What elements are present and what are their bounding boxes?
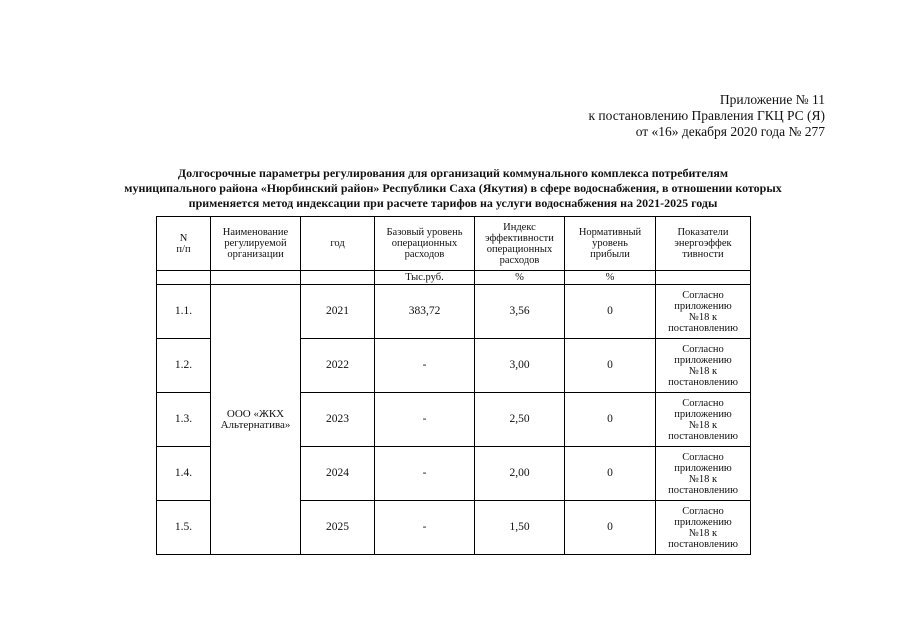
- header-index-line: операционных: [486, 243, 553, 255]
- row-year: 2024: [301, 447, 375, 501]
- header-profit-line: прибыли: [590, 249, 630, 260]
- row-profit: 0: [565, 447, 656, 501]
- row-energy-note: [656, 285, 751, 339]
- note-line: постановлению: [668, 430, 738, 442]
- row-num: 1.4.: [157, 447, 211, 501]
- title-line-2: муниципального района «Нюрбинский район» Республики Саха (Якутия) в сфере водоснабжения, в отношении которых: [124, 181, 782, 195]
- row-index: 1,50: [475, 501, 565, 555]
- note-line: постановлению: [668, 376, 738, 388]
- note-line: приложению: [674, 300, 732, 312]
- unit-index: %: [475, 271, 565, 285]
- header-organization: [211, 217, 301, 271]
- header-profit-line: Нормативный: [578, 227, 642, 238]
- row-year: 2021: [301, 285, 375, 339]
- header-energy-efficiency: [656, 217, 751, 271]
- row-base: -: [375, 339, 475, 393]
- header-index-line: Индекс: [503, 221, 536, 233]
- parameters-table: [156, 216, 751, 555]
- units-row: [157, 271, 751, 285]
- note-line: постановлению: [668, 322, 738, 334]
- note-line: приложению: [674, 462, 732, 474]
- header-row: [157, 217, 751, 271]
- header-base-level: [375, 217, 475, 271]
- header-efficiency-index: [475, 217, 565, 271]
- header-base-line: расходов: [404, 249, 445, 260]
- header-num-line: N: [179, 232, 188, 244]
- unit-empty: [157, 271, 211, 285]
- document-title: [58, 166, 848, 211]
- header-org-line: Наименование: [222, 227, 289, 238]
- row-base: -: [375, 501, 475, 555]
- note-line: Согласно: [682, 343, 724, 355]
- row-year: 2025: [301, 501, 375, 555]
- header-org-line: регулируемой: [224, 238, 287, 249]
- header-energy-line: тивности: [682, 249, 724, 260]
- header-org-line: организации: [227, 249, 284, 260]
- row-profit: 0: [565, 501, 656, 555]
- organization-line: Альтернатива»: [220, 418, 291, 431]
- note-line: приложению: [674, 354, 732, 366]
- row-num: 1.1.: [157, 285, 211, 339]
- note-line: №18 к: [688, 419, 718, 431]
- row-energy-note: [656, 339, 751, 393]
- row-num: 1.5.: [157, 501, 211, 555]
- note-line: Согласно: [682, 505, 724, 517]
- header-base-line: Базовый уровень: [386, 227, 463, 238]
- note-line: приложению: [674, 516, 732, 528]
- row-profit: 0: [565, 339, 656, 393]
- row-num: 1.3.: [157, 393, 211, 447]
- row-index: 3,56: [475, 285, 565, 339]
- title-line-3: применяется метод индексации при расчете тарифов на услуги водоснабжения на 2021-2025 годы: [188, 196, 718, 210]
- row-base: -: [375, 393, 475, 447]
- header-base-line: операционных: [391, 238, 458, 249]
- row-index: 3,00: [475, 339, 565, 393]
- note-line: постановлению: [668, 484, 738, 496]
- header-num-line: п/п: [176, 243, 191, 255]
- unit-base: Тыс.руб.: [375, 271, 475, 285]
- organization-line: ООО «ЖКХ: [226, 407, 285, 420]
- header-year: год: [301, 217, 375, 271]
- note-line: №18 к: [688, 365, 718, 377]
- header-num: [157, 217, 211, 271]
- row-base: 383,72: [375, 285, 475, 339]
- title-line-1: Долгосрочные параметры регулирования для организаций коммунального комплекса потребителям: [177, 166, 729, 180]
- note-line: Согласно: [682, 451, 724, 463]
- header-index-line: расходов: [499, 254, 540, 266]
- table-row: [157, 285, 751, 339]
- row-energy-note: [656, 447, 751, 501]
- row-energy-note: [656, 393, 751, 447]
- header-energy-line: энергоэффек: [674, 238, 732, 249]
- row-profit: 0: [565, 285, 656, 339]
- row-energy-note: [656, 501, 751, 555]
- note-line: приложению: [674, 408, 732, 420]
- note-line: №18 к: [688, 527, 718, 539]
- row-index: 2,00: [475, 447, 565, 501]
- unit-empty: [656, 271, 751, 285]
- note-line: №18 к: [688, 311, 718, 323]
- header-profit-line: уровень: [592, 238, 628, 249]
- organization-name: [211, 285, 301, 555]
- appendix-number: Приложение № 11: [719, 92, 825, 107]
- row-year: 2023: [301, 393, 375, 447]
- unit-profit: %: [565, 271, 656, 285]
- header-energy-line: Показатели: [677, 227, 729, 238]
- row-base: -: [375, 447, 475, 501]
- note-line: постановлению: [668, 538, 738, 550]
- unit-empty: [301, 271, 375, 285]
- row-num: 1.2.: [157, 339, 211, 393]
- note-line: Согласно: [682, 289, 724, 301]
- appendix-resolution: к постановлению Правления ГКЦ РС (Я): [588, 108, 825, 123]
- row-index: 2,50: [475, 393, 565, 447]
- appendix-header: [588, 92, 825, 140]
- appendix-date: от «16» декабря 2020 года № 277: [635, 124, 825, 139]
- note-line: №18 к: [688, 473, 718, 485]
- header-index-line: эффективности: [485, 232, 554, 244]
- unit-empty: [211, 271, 301, 285]
- note-line: Согласно: [682, 397, 724, 409]
- header-profit-level: [565, 217, 656, 271]
- row-profit: 0: [565, 393, 656, 447]
- row-year: 2022: [301, 339, 375, 393]
